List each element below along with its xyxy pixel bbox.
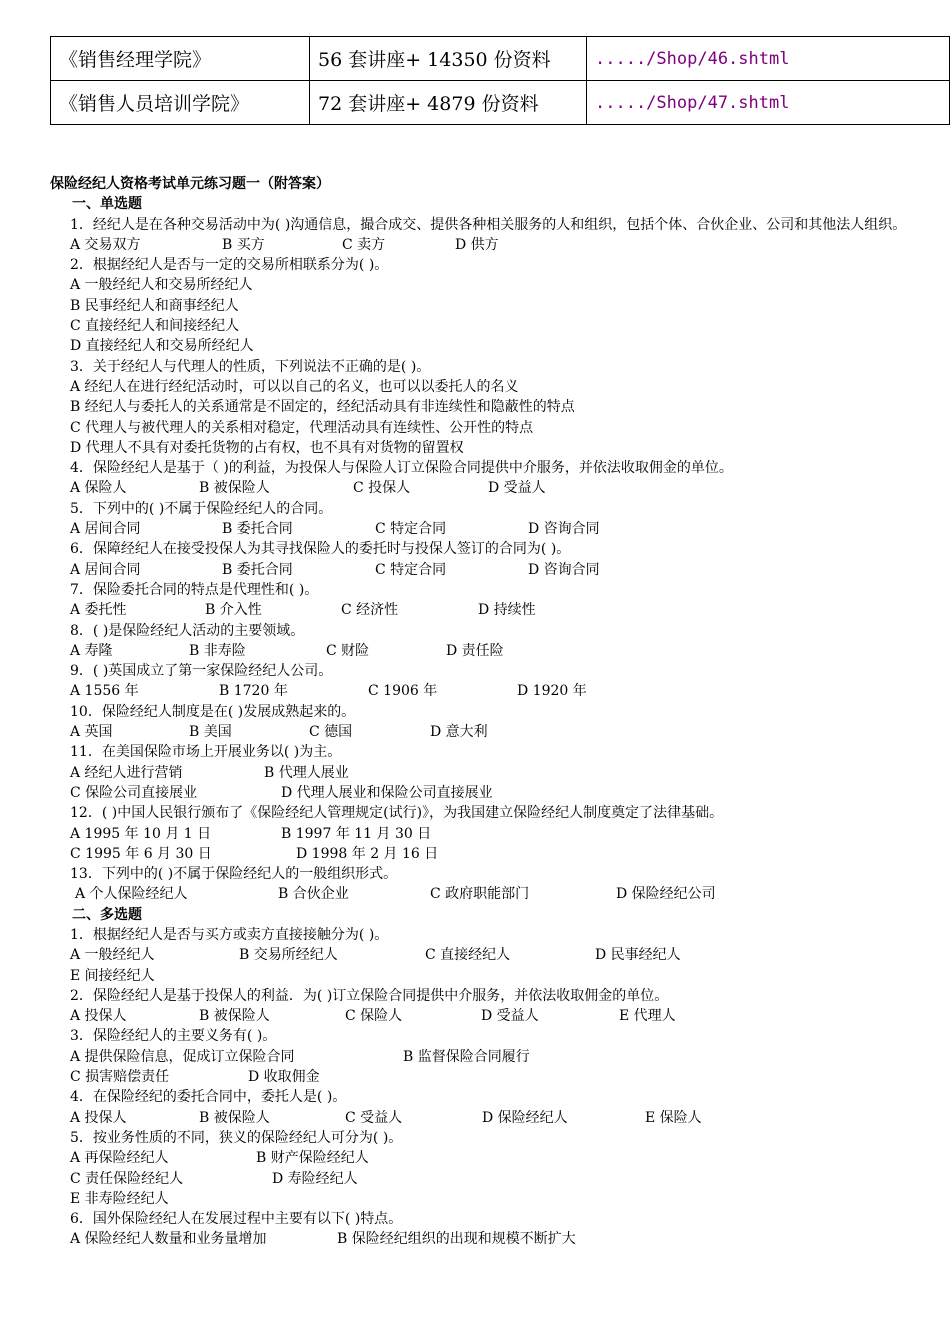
option: D 保险经纪人	[482, 1109, 568, 1126]
option: D 咨询合同	[528, 521, 600, 538]
option-row	[50, 1148, 920, 1168]
option-row	[50, 1067, 920, 1087]
option-row	[50, 438, 920, 458]
option: C 德国	[309, 724, 353, 741]
question-text: 1．经纪人是在各种交易活动中为( )沟通信息，撮合成交、提供各种相关服务的人和组织，包括个体、合伙企业、公司和其他法人组织。	[70, 216, 907, 233]
option: D 收取佣金	[248, 1069, 320, 1086]
option: D 供方	[455, 236, 499, 253]
option: C 卖方	[342, 236, 386, 253]
option: C 1995 年 6 月 30 日	[70, 845, 212, 862]
option: B 交易所经纪人	[239, 947, 338, 964]
question-text: 7．保险委托合同的特点是代理性和( )。	[70, 581, 319, 598]
option-row	[50, 418, 920, 438]
question-text: 6．保障经纪人在接受投保人为其寻找保险人的委托时与投保人签订的合同为( )。	[70, 541, 571, 558]
option: B 1997 年 11 月 30 日	[281, 825, 432, 842]
option: D 民事经纪人	[595, 947, 681, 964]
option-row	[50, 1006, 920, 1026]
option: B 被保险人	[199, 1109, 270, 1126]
option: A 个人保险经纪人	[75, 886, 188, 903]
option: C 财险	[326, 642, 370, 659]
option-row	[50, 1108, 920, 1128]
question-text: 2．根据经纪人是否与一定的交易所相联系分为( )。	[70, 257, 389, 274]
option: C 保险公司直接展业	[70, 784, 198, 801]
option-row	[50, 641, 920, 661]
document-title: 保险经纪人资格考试单元练习题一（附答案）	[50, 176, 330, 192]
option-row	[50, 519, 920, 539]
option: C 1906 年	[368, 683, 438, 700]
option: B 民事经纪人和商事经纪人	[70, 297, 239, 314]
table-row	[51, 81, 950, 125]
option: D 1920 年	[517, 683, 587, 700]
option: D 代理人展业和保险公司直接展业	[281, 784, 493, 801]
option: A 保险人	[70, 480, 127, 497]
question-text: 12．( )中国人民银行颁布了《保险经纪人管理规定(试行)》，为我国建立保险经纪人制度奠定了法律基础。	[70, 805, 724, 822]
option-row	[50, 763, 920, 783]
table-row	[51, 37, 950, 81]
option: B 监督保险合同履行	[403, 1048, 530, 1065]
option: C 经济性	[341, 602, 399, 619]
option: A 居间合同	[70, 521, 141, 538]
question-text: 2．保险经纪人是基于投保人的利益．为( )订立保险合同提供中介服务，并依法收取佣金的单位。	[70, 987, 669, 1004]
option: E 非寿险经纪人	[70, 1190, 169, 1207]
question-text: 13．下列中的( )不属于保险经纪人的一般组织形式。	[70, 866, 398, 883]
option-row	[50, 600, 920, 620]
option: C 特定合同	[375, 521, 447, 538]
option: A 保险经纪人数量和业务量增加	[70, 1231, 267, 1248]
option-row	[50, 722, 920, 742]
option: A 寿隆	[70, 642, 113, 659]
option: C 保险人	[345, 1008, 403, 1025]
option: C 直接经纪人	[425, 947, 511, 964]
option-row	[50, 336, 920, 356]
question-text: 8．( )是保险经纪人活动的主要领域。	[70, 622, 305, 639]
option: B 被保险人	[199, 1008, 270, 1025]
option: B 被保险人	[199, 480, 270, 497]
option: B 美国	[189, 724, 232, 741]
option: A 投保人	[70, 1008, 127, 1025]
option: E 代理人	[619, 1008, 676, 1025]
option-row	[50, 945, 920, 965]
option: D 1998 年 2 月 16 日	[296, 845, 439, 862]
question-text: 3．保险经纪人的主要义务有( )。	[70, 1028, 277, 1045]
option-row	[50, 966, 920, 986]
course-name: 《销售经理学院》	[51, 37, 310, 81]
question-text: 5．按业务性质的不同，狭义的保险经纪人可分为( )。	[70, 1129, 403, 1146]
course-link[interactable]: ...../Shop/46.shtml	[587, 37, 950, 81]
option-row	[50, 478, 920, 498]
option-row	[50, 235, 920, 255]
option: A 交易双方	[70, 236, 141, 253]
option: B 买方	[222, 236, 265, 253]
option: B 委托合同	[222, 561, 293, 578]
option: A 经纪人在进行经纪活动时，可以以自己的名义，也可以以委托人的名义	[70, 378, 519, 395]
option: A 英国	[70, 724, 113, 741]
option: B 保险经纪组织的出现和规模不断扩大	[337, 1231, 576, 1248]
option: B 非寿险	[189, 642, 246, 659]
option: A 提供保险信息，促成订立保险合同	[70, 1048, 295, 1065]
option-row	[50, 1189, 920, 1209]
option: C 特定合同	[375, 561, 447, 578]
course-count: 56 套讲座+ 14350 份资料	[310, 37, 587, 81]
option: E 间接经纪人	[70, 967, 155, 984]
course-name: 《销售人员培训学院》	[51, 81, 310, 125]
option: B 委托合同	[222, 521, 293, 538]
question-text: 4．保险经纪人是基于（ )的利益，为投保人与保险人订立保险合同提供中介服务，并依法收取佣金的单位。	[70, 460, 733, 477]
option: B 财产保险经纪人	[256, 1150, 369, 1167]
option: D 直接经纪人和交易所经纪人	[70, 338, 254, 355]
option: D 责任险	[446, 642, 504, 659]
option: C 损害赔偿责任	[70, 1069, 170, 1086]
option: B 1720 年	[219, 683, 288, 700]
option: A 1995 年 10 月 1 日	[70, 825, 212, 842]
option-row	[50, 1229, 920, 1249]
option: D 受益人	[481, 1008, 539, 1025]
question-text: 5．下列中的( )不属于保险经纪人的合同。	[70, 500, 333, 517]
option-row	[50, 1047, 920, 1067]
option-row	[50, 560, 920, 580]
option: A 投保人	[70, 1109, 127, 1126]
option: A 居间合同	[70, 561, 141, 578]
option: C 政府职能部门	[430, 886, 530, 903]
option: C 代理人与被代理人的关系相对稳定，代理活动具有连续性、公开性的特点	[70, 419, 534, 436]
option-row	[50, 884, 920, 904]
option: A 再保险经纪人	[70, 1150, 169, 1167]
question-text: 6．国外保险经纪人在发展过程中主要有以下( )特点。	[70, 1211, 403, 1228]
option: C 责任保险经纪人	[70, 1170, 184, 1187]
option: A 1556 年	[70, 683, 139, 700]
resource-table	[50, 36, 950, 125]
option-row	[50, 681, 920, 701]
question-text: 11．在美国保险市场上开展业务以( )为主。	[70, 744, 342, 761]
question-text: 3．关于经纪人与代理人的性质，下列说法不正确的是( )。	[70, 358, 431, 375]
option-row	[50, 316, 920, 336]
option: E 保险人	[645, 1109, 702, 1126]
option: A 经纪人进行营销	[70, 764, 183, 781]
option: B 经纪人与委托人的关系通常是不固定的，经纪活动具有非连续性和隐蔽性的特点	[70, 399, 575, 416]
question-text: 1．根据经纪人是否与买方或卖方直接接触分为( )。	[70, 926, 389, 943]
option-row	[50, 1169, 920, 1189]
option-row	[50, 275, 920, 295]
option: D 寿险经纪人	[272, 1170, 358, 1187]
option: B 介入性	[205, 602, 262, 619]
option: D 代理人不具有对委托货物的占有权，也不具有对货物的留置权	[70, 439, 464, 456]
course-link[interactable]: ...../Shop/47.shtml	[587, 81, 950, 125]
question-text: 4．在保险经纪的委托合同中，委托人是( )。	[70, 1089, 347, 1106]
option: C 受益人	[345, 1109, 403, 1126]
option: C 投保人	[353, 480, 411, 497]
option-row	[50, 824, 920, 844]
option: D 受益人	[488, 480, 546, 497]
section-heading: 二、多选题	[72, 906, 142, 923]
option: A 一般经纪人和交易所经纪人	[70, 277, 253, 294]
option: B 合伙企业	[278, 886, 349, 903]
course-count: 72 套讲座+ 4879 份资料	[310, 81, 587, 125]
option: C 直接经纪人和间接经纪人	[70, 318, 240, 335]
option: B 代理人展业	[264, 764, 349, 781]
question-text: 9．( )英国成立了第一家保险经纪人公司。	[70, 663, 333, 680]
option-row	[50, 397, 920, 417]
option: D 意大利	[430, 724, 488, 741]
option: D 咨询合同	[528, 561, 600, 578]
option: A 委托性	[70, 602, 127, 619]
option-row	[50, 296, 920, 316]
question-text: 10．保险经纪人制度是在( )发展成熟起来的。	[70, 703, 356, 720]
option-row	[50, 783, 920, 803]
option: D 持续性	[478, 602, 536, 619]
option-row	[50, 844, 920, 864]
option: A 一般经纪人	[70, 947, 155, 964]
exercise-document	[50, 174, 920, 1250]
section-heading: 一、单选题	[72, 196, 142, 213]
option-row	[50, 377, 920, 397]
option: D 保险经纪公司	[616, 886, 716, 903]
